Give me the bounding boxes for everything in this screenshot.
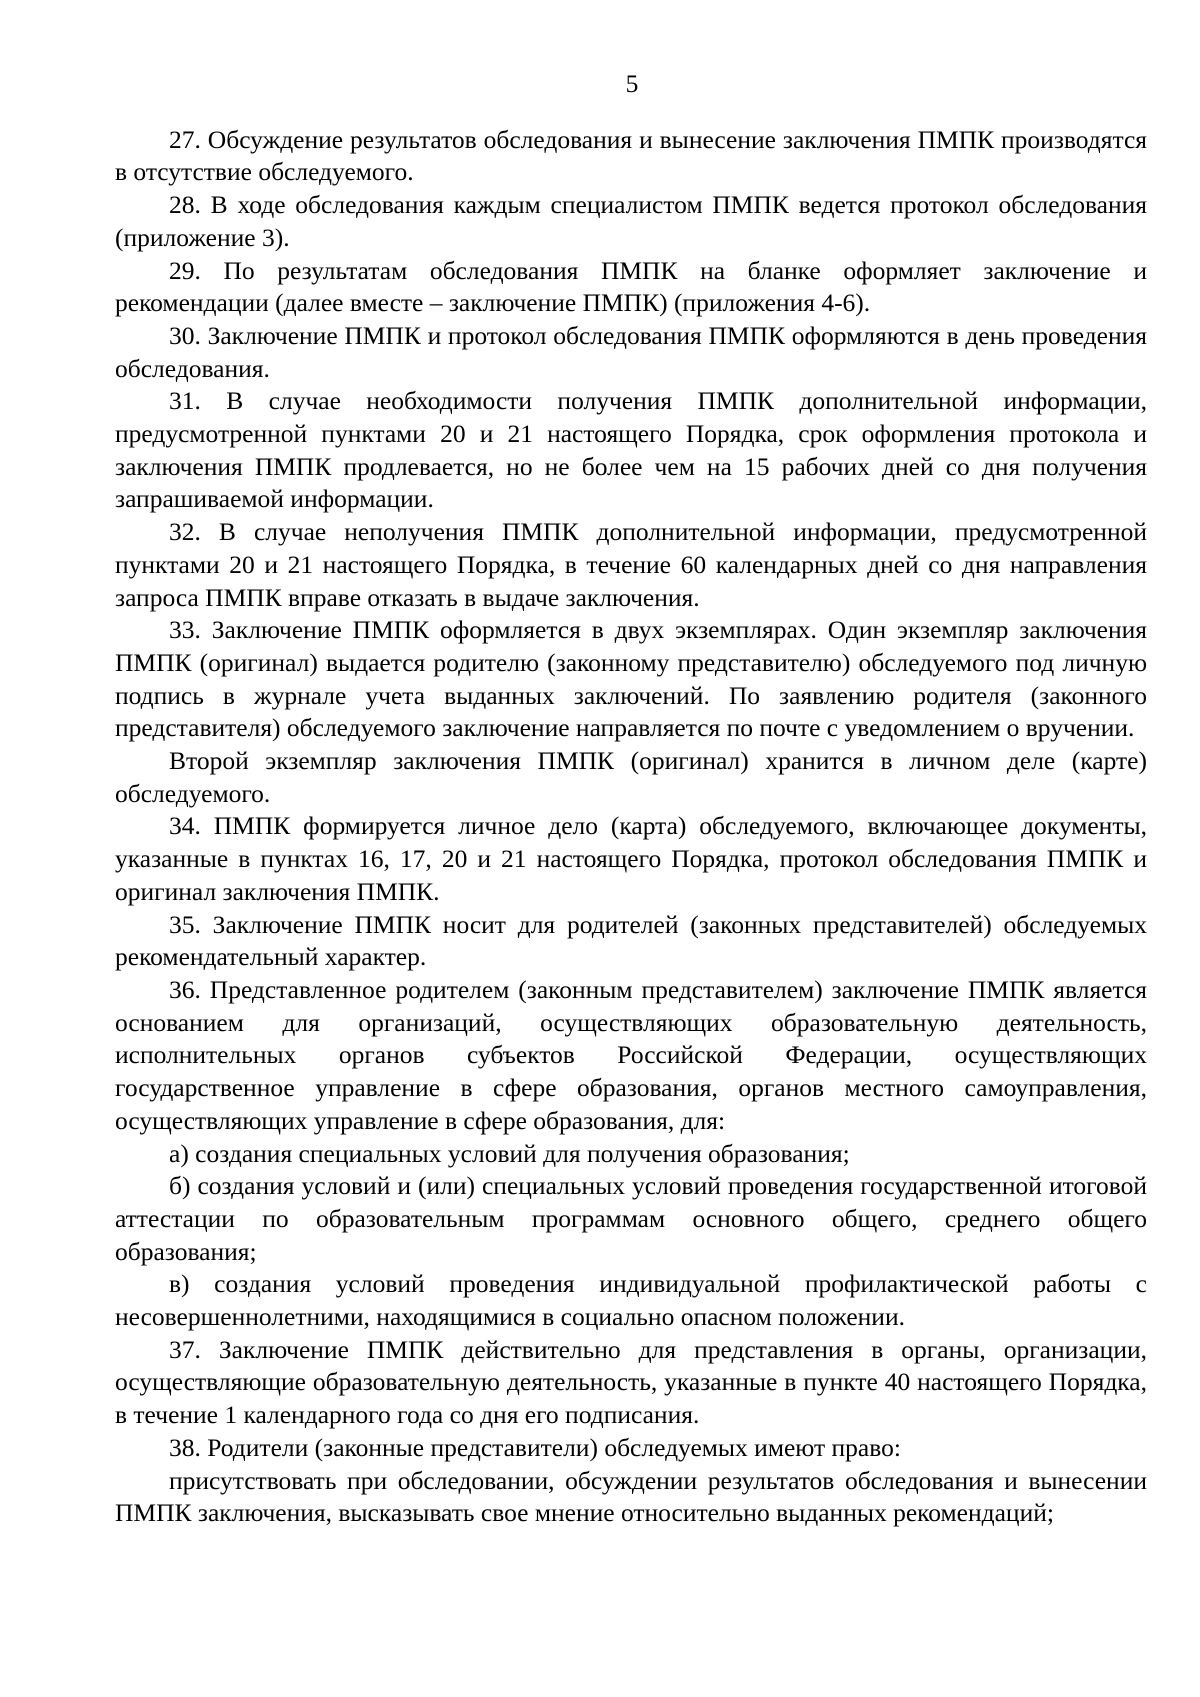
paragraph-27: 27. Обсуждение результатов обследования и вынесение заключения ПМПК производятся в отсутствие обследуемого.	[115, 124, 1147, 187]
paragraph-37: 37. Заключение ПМПК действительно для представления в органы, организации, осуществляющие образовательную деятельность, указанные в пункте 40 настоящего Порядка, в течение 1 календарного года со дня его подписания.	[115, 1334, 1147, 1430]
paragraph-29: 29. По результатам обследования ПМПК на бланке оформляет заключение и рекомендации (далее вместе – заключение ПМПК) (приложения 4-6).	[115, 255, 1147, 318]
paragraph-28: 28. В ходе обследования каждым специалистом ПМПК ведется протокол обследования (приложение 3).	[115, 190, 1147, 252]
list-item-v: в) создания условий проведения индивидуальной профилактической работы с несовершеннолетними, находящимися в социально опасном положении.	[115, 1269, 1147, 1332]
paragraph-38-right-1: присутствовать при обследовании, обсуждении результатов обследования и вынесении ПМПК заключения, высказывать свое мнение относительно выданных рекомендаций;	[115, 1465, 1147, 1528]
list-item-a: а) создания специальных условий для получения образования;	[169, 1138, 850, 1168]
paragraph-31: 31. В случае необходимости получения ПМПК дополнительной информации, предусмотренной пунктами 20 и 21 настоящего Порядка, срок оформления протокола и заключения ПМПК продлевается, но не более чем на 15 рабочих дней со дня получения запрашиваемой информации.	[115, 386, 1147, 514]
paragraph-35: 35. Заключение ПМПК носит для родителей (законных представителей) обследуемых рекомендательный характер.	[115, 909, 1147, 972]
paragraph-32: 32. В случае неполучения ПМПК дополнительной информации, предусмотренной пунктами 20 и 21 настоящего Порядка, в течение 60 календарных дней со дня направления запроса ПМПК вправе отказать в выдаче заключения.	[115, 517, 1147, 612]
paragraph-38: 38. Родители (законные представители) обследуемых имеют право:	[169, 1432, 901, 1462]
page-number: 5	[625, 69, 639, 98]
paragraph-34: 34. ПМПК формируется личное дело (карта) обследуемого, включающее документы, указанные в пунктах 16, 17, 20 и 21 настоящего Порядка, протокол обследования ПМПК и оригинал заключения ПМПК.	[115, 811, 1147, 906]
paragraph-33: 33. Заключение ПМПК оформляется в двух экземплярах. Один экземпляр заключения ПМПК (оригинал) выдается родителю (законному представителю) обследуемого под личную подпись в журнале учета выданных заключений. По заявлению родителя (законного представителя) обследуемого заключение направляется по почте с уведомлением о вручении.	[115, 615, 1147, 743]
paragraph-36: 36. Представленное родителем (законным представителем) заключение ПМПК является основанием для организаций, осуществляющих образовательную деятельность, исполнительных органов субъектов Российской Федерации, осуществляющих государственное управление в сфере образования, органов местного самоуправления, осуществляющих управление в сфере образования, для:	[115, 974, 1147, 1135]
list-item-b: б) создания условий и (или) специальных условий проведения государственной итоговой аттестации по образовательным программам основного общего, среднего общего образования;	[115, 1171, 1147, 1266]
paragraph-33-second-copy: Второй экземпляр заключения ПМПК (оригинал) хранится в личном деле (карте) обследуемого.	[115, 746, 1147, 808]
paragraph-30: 30. Заключение ПМПК и протокол обследования ПМПК оформляются в день проведения обследования.	[115, 320, 1147, 383]
document-page	[115, 68, 1147, 1530]
